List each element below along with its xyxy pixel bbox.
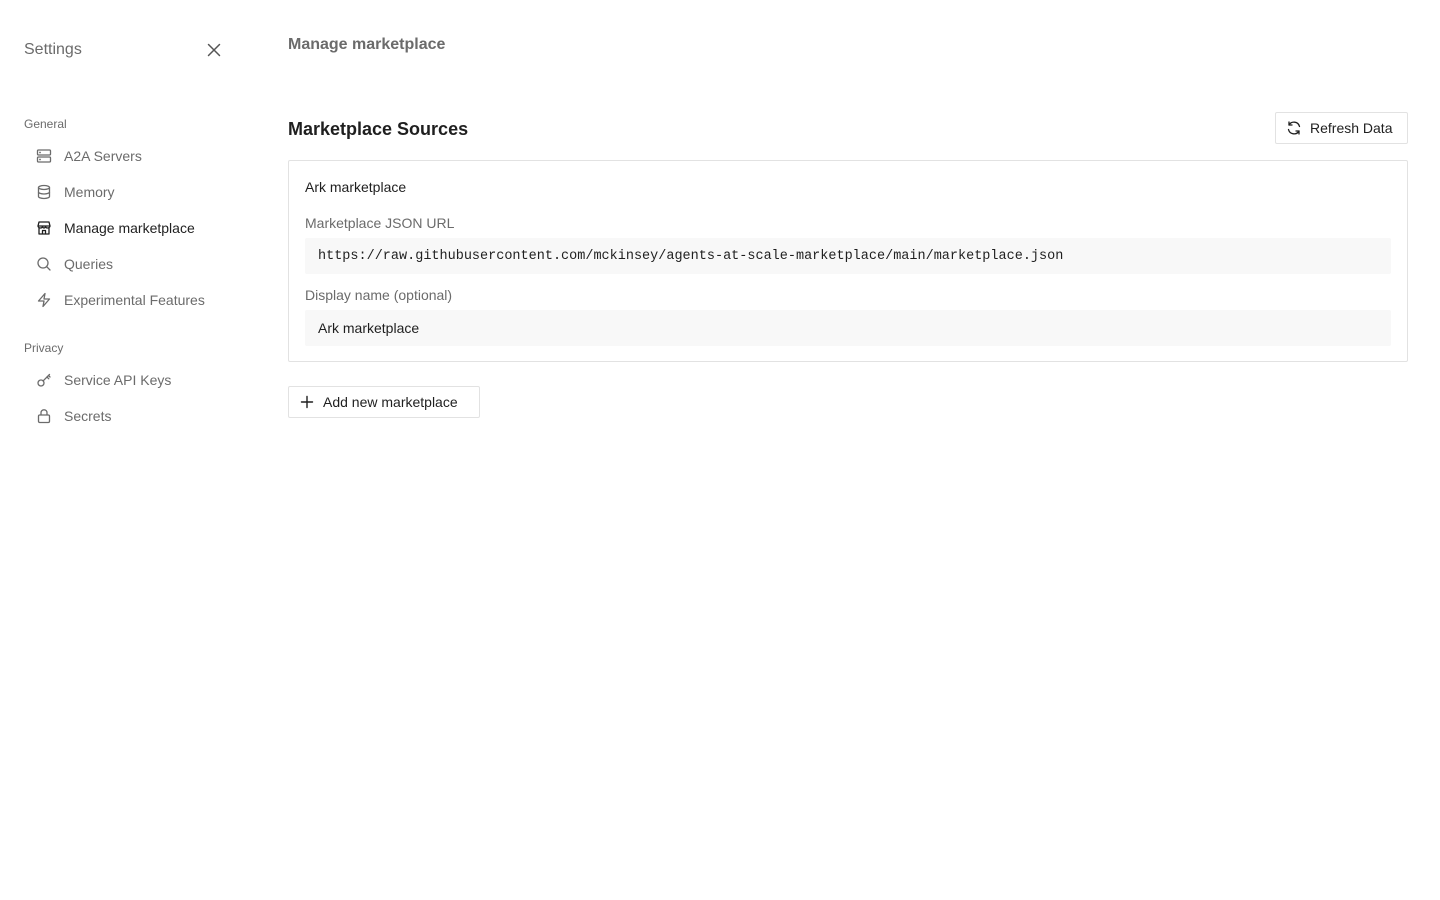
marketplace-source-card [288, 160, 1408, 362]
section-label-general: General [24, 117, 67, 131]
url-field-label: Marketplace JSON URL [305, 215, 455, 231]
store-icon [36, 220, 52, 236]
settings-sidebar [0, 0, 248, 900]
add-marketplace-button[interactable] [288, 386, 480, 418]
sidebar-item-label: Memory [64, 184, 115, 200]
lightning-icon [36, 292, 52, 308]
marketplace-card-title: Ark marketplace [305, 179, 407, 195]
marketplace-url-input[interactable] [305, 238, 1391, 274]
sidebar-item-label: A2A Servers [64, 148, 142, 164]
sidebar-item-label: Service API Keys [64, 372, 172, 388]
sidebar-item-experimental-features[interactable] [36, 288, 236, 312]
add-marketplace-label: Add new marketplace [323, 394, 458, 410]
lock-icon [36, 408, 52, 424]
sidebar-item-manage-marketplace[interactable] [36, 216, 236, 240]
sidebar-item-memory[interactable] [36, 180, 236, 204]
display-name-input[interactable] [305, 310, 1391, 346]
page-title: Manage marketplace [288, 36, 446, 53]
sidebar-item-label: Secrets [64, 408, 112, 424]
sidebar-item-queries[interactable] [36, 252, 236, 276]
plus-icon [299, 394, 315, 410]
sidebar-item-label: Queries [64, 256, 114, 272]
search-icon [36, 256, 52, 272]
section-title: Marketplace Sources [288, 119, 469, 139]
sidebar-title: Settings [24, 41, 82, 58]
sidebar-item-service-api-keys[interactable] [36, 368, 236, 392]
section-label-privacy: Privacy [24, 341, 64, 355]
close-icon [206, 42, 222, 58]
sidebar-item-label: Experimental Features [64, 292, 205, 308]
sidebar-item-label: Manage marketplace [64, 220, 195, 236]
close-button[interactable] [202, 38, 226, 62]
key-icon [36, 372, 52, 388]
refresh-icon [1286, 120, 1302, 136]
database-icon [36, 184, 52, 200]
sidebar-item-a2a-servers[interactable] [36, 144, 236, 168]
refresh-data-button[interactable] [1275, 112, 1408, 144]
display-name-field-label: Display name (optional) [305, 287, 453, 303]
server-icon [36, 148, 52, 164]
sidebar-item-secrets[interactable] [36, 404, 236, 428]
refresh-data-label: Refresh Data [1310, 120, 1393, 136]
